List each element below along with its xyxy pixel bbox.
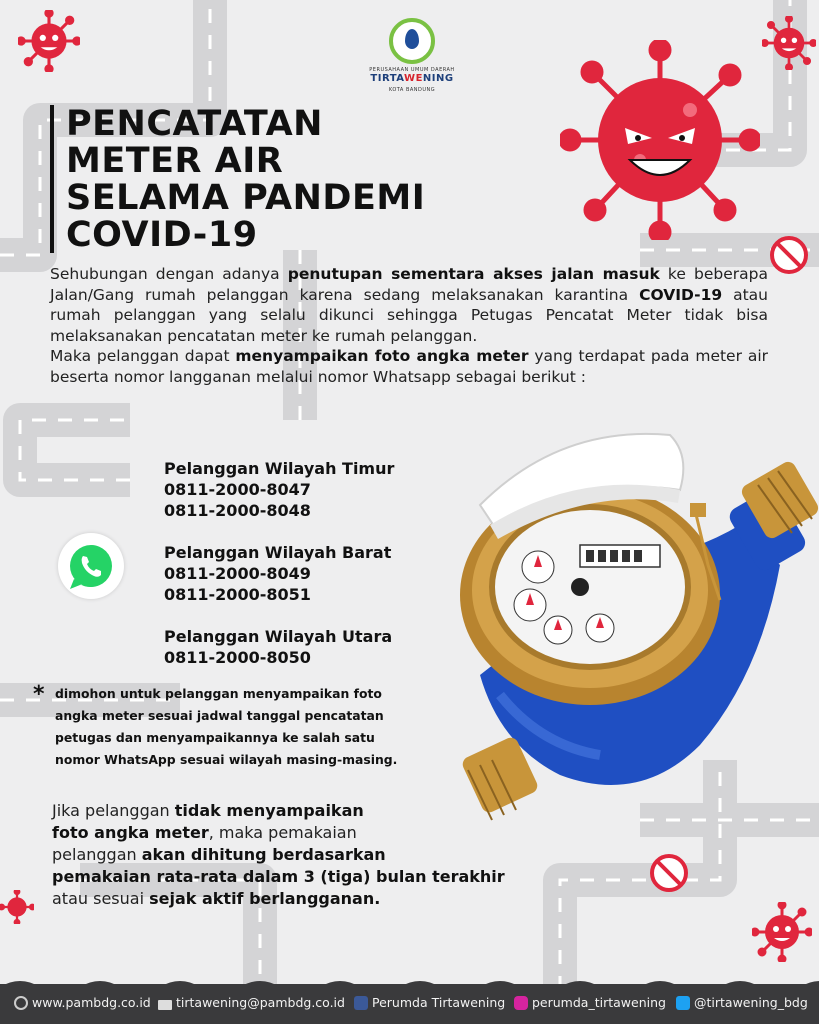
closing-line xyxy=(52,844,602,866)
text-run-bold: tidak menyampaikan xyxy=(174,801,364,820)
logo-brand xyxy=(367,73,457,84)
footer-twitter-text: @tirtawening_bdg xyxy=(694,995,808,1010)
virus-icon xyxy=(18,10,80,72)
text-run: ke beberapa Jalan/Gang rumah pelanggan karena sedang melaksanakan karantina xyxy=(50,265,768,304)
company-logo xyxy=(367,18,457,93)
footer-instagram-text: perumda_tirtawening xyxy=(532,995,666,1010)
contact-label: Pelanggan Wilayah Timur xyxy=(164,459,395,478)
twitter-icon xyxy=(676,996,690,1010)
contact-number[interactable]: 0811-2000-8051 xyxy=(164,585,311,604)
water-meter-illustration xyxy=(440,415,819,835)
title-line: COVID-19 xyxy=(66,215,258,255)
mail-icon xyxy=(158,1000,172,1010)
footer-website[interactable] xyxy=(14,995,151,1010)
no-entry-sign-icon xyxy=(772,238,806,272)
note-text xyxy=(55,683,475,771)
footer-email-text: tirtawening@pambdg.co.id xyxy=(176,995,345,1010)
footer-twitter[interactable] xyxy=(676,995,808,1010)
logo-top-text: PERUSAHAAN UMUM DAERAH xyxy=(369,67,455,73)
note-line: nomor WhatsApp sesuai wilayah masing-masing. xyxy=(55,752,398,767)
logo-brand-prefix: TIRTA xyxy=(370,73,405,84)
text-run-bold: menyampaikan foto angka meter xyxy=(235,347,529,365)
virus-icon xyxy=(762,16,816,70)
intro-paragraph-1 xyxy=(50,264,768,346)
no-entry-sign-icon xyxy=(652,856,686,890)
footer-facebook-text: Perumda Tirtawening xyxy=(372,995,506,1010)
intro-paragraph-2 xyxy=(50,346,768,387)
note-asterisk: * xyxy=(33,682,45,707)
closing-line xyxy=(52,888,602,910)
contact-label: Pelanggan Wilayah Utara xyxy=(164,627,393,646)
closing-line xyxy=(52,800,602,822)
text-run: , maka pemakaian xyxy=(208,823,357,842)
facebook-icon xyxy=(354,996,368,1010)
title-line: METER AIR xyxy=(66,141,284,181)
contact-number[interactable]: 0811-2000-8048 xyxy=(164,501,311,520)
text-run-bold: foto angka meter xyxy=(52,823,209,842)
whatsapp-icon xyxy=(58,533,124,599)
page-title xyxy=(66,106,425,254)
virus-icon xyxy=(0,890,34,924)
logo-bottom-text: KOTA BANDUNG xyxy=(388,87,436,93)
closing-line xyxy=(52,866,602,888)
text-run-bold: pemakaian rata-rata xyxy=(52,867,238,886)
text-run: atau rumah pelanggan yang selalu dikunci sehingga Petugas Pencatat Meter tidak bisa melaksanakan pencatatan meter ke rumah pelanggan. xyxy=(50,285,768,345)
contact-number[interactable]: 0811-2000-8049 xyxy=(164,564,311,583)
virus-icon xyxy=(752,902,812,962)
contact-label: Pelanggan Wilayah Barat xyxy=(164,543,392,562)
text-run: yang terdapat pada meter air beserta nomor langganan melalui nomor Whatsapp sebagai berikut : xyxy=(50,347,768,386)
text-run-bold: COVID-19 xyxy=(639,285,723,304)
footer-facebook[interactable] xyxy=(354,995,505,1010)
contact-list xyxy=(164,458,394,689)
text-run-bold: sejak aktif berlangganan. xyxy=(149,889,381,908)
contact-number[interactable]: 0811-2000-8047 xyxy=(164,480,311,499)
virus-mascot-icon xyxy=(560,40,760,240)
closing-line xyxy=(52,822,602,844)
instagram-icon xyxy=(514,996,528,1010)
note-line: dimohon untuk pelanggan menyampaikan foto xyxy=(55,686,382,701)
logo-brand-highlight: WE xyxy=(404,73,423,84)
text-run-bold: penutupan sementara akses jalan masuk xyxy=(287,265,660,283)
text-run: Sehubungan dengan adanya xyxy=(50,265,288,283)
note-line: petugas dan menyampaikannya ke salah satu xyxy=(55,730,375,745)
title-line: PENCATATAN xyxy=(66,104,323,144)
text-run-bold: dalam 3 (tiga) bulan terakhir xyxy=(237,867,505,886)
intro-text xyxy=(50,264,768,387)
footer-bar xyxy=(0,984,819,1024)
contact-number[interactable]: 0811-2000-8050 xyxy=(164,648,311,667)
text-run-bold: akan dihitung berdasarkan xyxy=(141,845,386,864)
footer-instagram[interactable] xyxy=(514,995,666,1010)
contact-group-utara xyxy=(164,626,394,668)
text-run: Jika pelanggan xyxy=(52,801,175,820)
footer-website-text: www.pambdg.co.id xyxy=(32,995,151,1010)
title-accent-bar xyxy=(50,105,54,253)
globe-icon xyxy=(14,996,28,1010)
note-line: angka meter sesuai jadwal tanggal pencatatan xyxy=(55,708,384,723)
text-run: pelanggan xyxy=(52,845,142,864)
title-line: SELAMA PANDEMI xyxy=(66,178,426,218)
text-run: Maka pelanggan dapat xyxy=(50,347,236,365)
closing-text xyxy=(52,800,602,910)
logo-brand-suffix: NING xyxy=(422,73,454,84)
contact-group-barat xyxy=(164,542,394,605)
contact-group-timur xyxy=(164,458,394,521)
text-run: atau sesuai xyxy=(52,889,150,908)
footer-email[interactable] xyxy=(158,995,345,1010)
water-drop-logo-icon xyxy=(389,18,435,64)
